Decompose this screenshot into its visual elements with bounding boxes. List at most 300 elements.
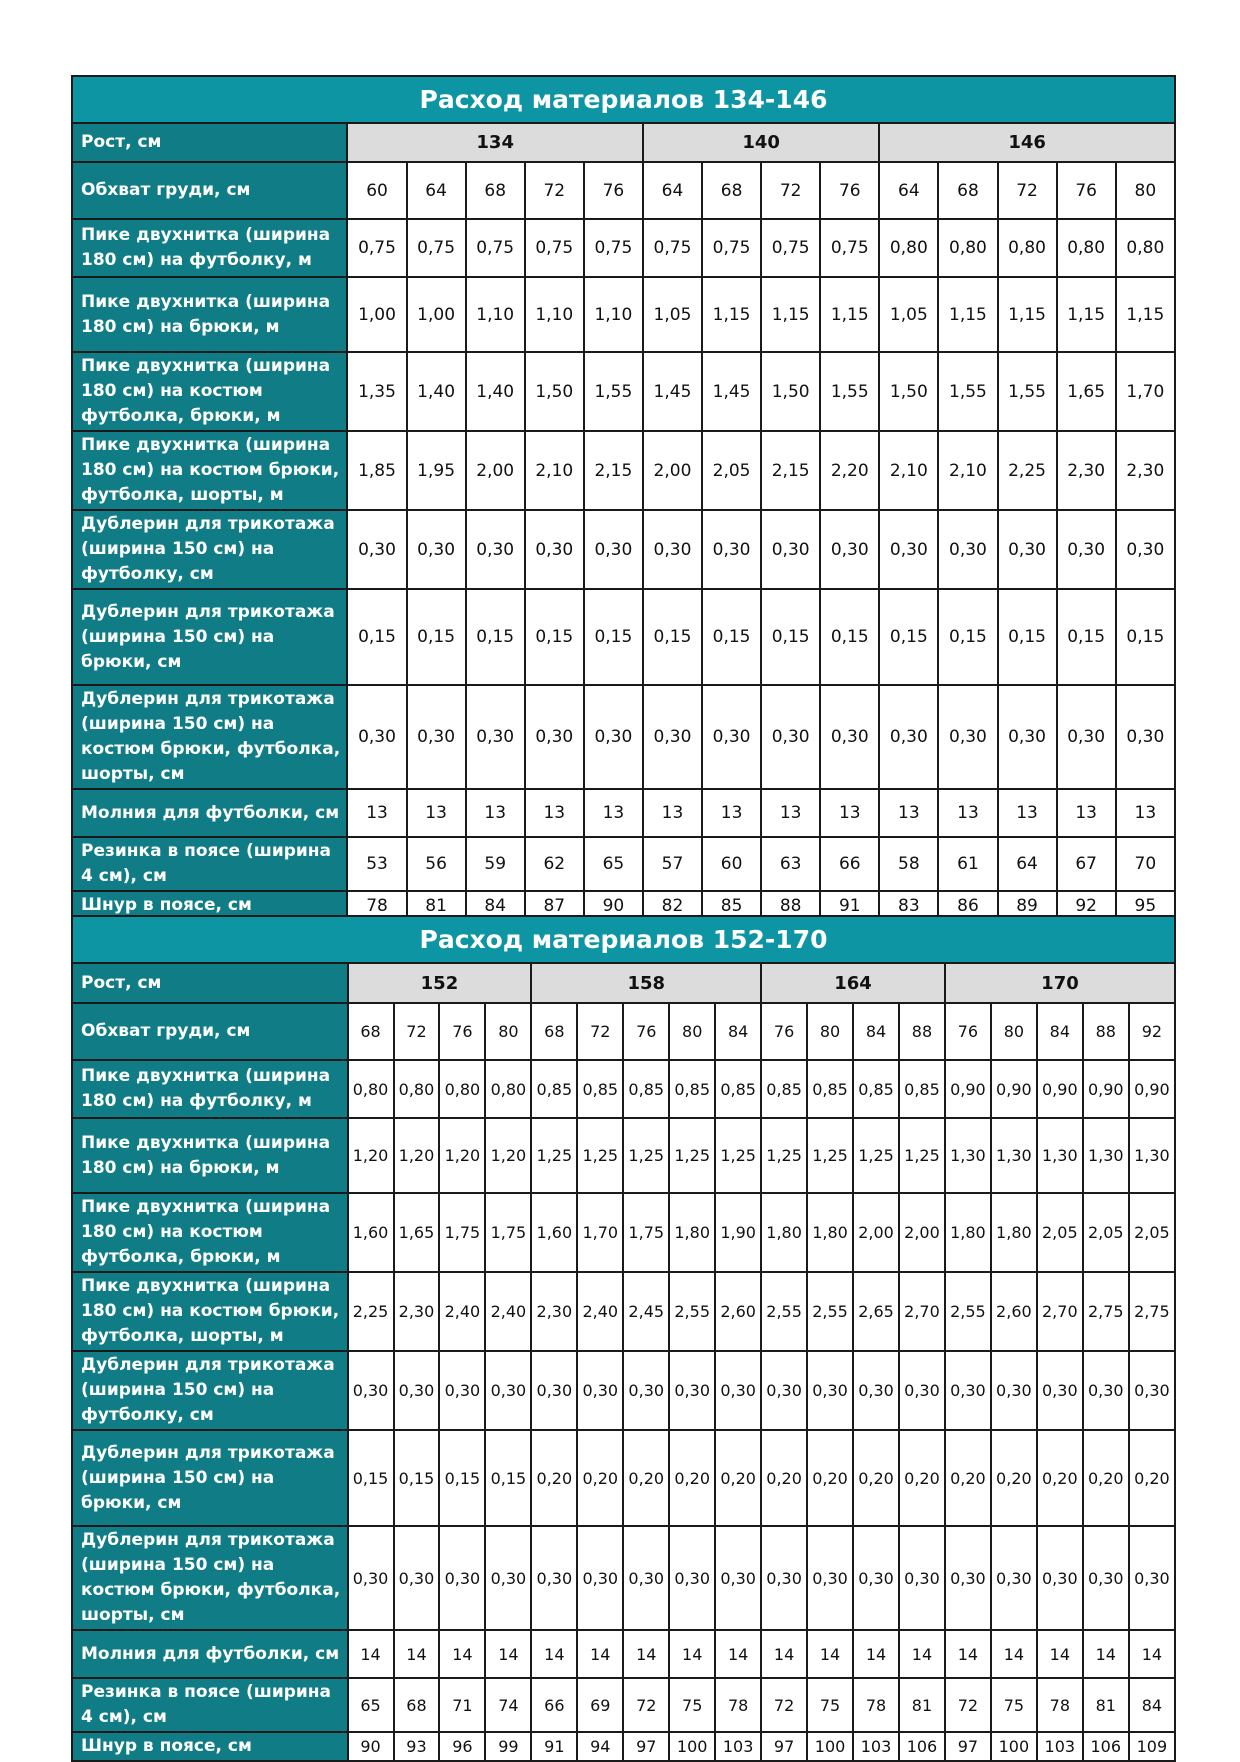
table-row xyxy=(72,1272,1175,1351)
value-cell: 2,25 xyxy=(348,1272,394,1351)
chest-cell: 68 xyxy=(466,162,525,219)
value-cell: 0,30 xyxy=(1083,1351,1129,1430)
value-cell: 1,25 xyxy=(577,1118,623,1193)
value-cell: 1,85 xyxy=(347,431,406,510)
value-cell: 0,30 xyxy=(485,1526,531,1630)
value-cell: 0,30 xyxy=(998,510,1057,589)
value-cell: 2,10 xyxy=(938,431,997,510)
value-cell: 0,90 xyxy=(991,1060,1037,1118)
value-cell: 14 xyxy=(577,1630,623,1678)
value-cell: 100 xyxy=(807,1732,853,1761)
value-cell: 0,90 xyxy=(1129,1060,1175,1118)
row-label: Шнур в поясе, см xyxy=(72,891,347,920)
value-cell: 100 xyxy=(669,1732,715,1761)
value-cell: 1,80 xyxy=(945,1193,991,1272)
value-cell: 1,30 xyxy=(1083,1118,1129,1193)
chest-cell: 88 xyxy=(899,1003,945,1060)
value-cell: 0,80 xyxy=(879,219,938,277)
value-cell: 2,40 xyxy=(485,1272,531,1351)
value-cell: 81 xyxy=(1083,1678,1129,1732)
value-cell: 0,15 xyxy=(761,589,820,685)
value-cell: 74 xyxy=(485,1678,531,1732)
value-cell: 1,05 xyxy=(879,277,938,352)
value-cell: 2,30 xyxy=(531,1272,577,1351)
value-cell: 0,85 xyxy=(577,1060,623,1118)
value-cell: 0,15 xyxy=(485,1430,531,1526)
height-group: 164 xyxy=(761,963,945,1003)
value-cell: 97 xyxy=(761,1732,807,1761)
value-cell: 13 xyxy=(938,789,997,837)
value-cell: 1,35 xyxy=(347,352,406,431)
value-cell: 13 xyxy=(525,789,584,837)
chest-cell: 60 xyxy=(347,162,406,219)
value-cell: 0,30 xyxy=(820,685,879,789)
value-cell: 2,05 xyxy=(1129,1193,1175,1272)
value-cell: 1,55 xyxy=(938,352,997,431)
value-cell: 1,55 xyxy=(998,352,1057,431)
value-cell: 0,30 xyxy=(853,1526,899,1630)
value-cell: 1,70 xyxy=(577,1193,623,1272)
value-cell: 2,05 xyxy=(702,431,761,510)
value-cell: 2,20 xyxy=(820,431,879,510)
row-label: Дублерин для трикотажа (ширина 150 см) на костюм брюки, футболка, шорты, см xyxy=(72,1526,348,1630)
value-cell: 1,50 xyxy=(761,352,820,431)
table-row xyxy=(72,789,1175,837)
value-cell: 2,00 xyxy=(466,431,525,510)
value-cell: 0,30 xyxy=(1116,685,1175,789)
value-cell: 89 xyxy=(998,891,1057,920)
value-cell: 13 xyxy=(820,789,879,837)
value-cell: 103 xyxy=(1037,1732,1083,1761)
table-title: Расход материалов 134-146 xyxy=(72,76,1175,123)
value-cell: 0,30 xyxy=(439,1526,485,1630)
value-cell: 65 xyxy=(348,1678,394,1732)
value-cell: 1,25 xyxy=(899,1118,945,1193)
value-cell: 0,85 xyxy=(715,1060,761,1118)
value-cell: 1,80 xyxy=(991,1193,1037,1272)
value-cell: 1,25 xyxy=(623,1118,669,1193)
chest-cell: 84 xyxy=(853,1003,899,1060)
value-cell: 0,30 xyxy=(643,510,702,589)
height-group: 134 xyxy=(347,123,642,162)
value-cell: 0,80 xyxy=(485,1060,531,1118)
value-cell: 1,75 xyxy=(623,1193,669,1272)
row-label: Дублерин для трикотажа (ширина 150 см) на футболку, см xyxy=(72,1351,348,1430)
value-cell: 1,10 xyxy=(584,277,643,352)
value-cell: 0,30 xyxy=(623,1526,669,1630)
value-cell: 0,85 xyxy=(807,1060,853,1118)
row-label: Рост, см xyxy=(72,123,347,162)
chest-cell: 80 xyxy=(807,1003,853,1060)
value-cell: 0,80 xyxy=(938,219,997,277)
value-cell: 0,75 xyxy=(407,219,466,277)
value-cell: 2,70 xyxy=(899,1272,945,1351)
value-cell: 0,30 xyxy=(531,1526,577,1630)
value-cell: 0,30 xyxy=(407,685,466,789)
value-cell: 1,25 xyxy=(669,1118,715,1193)
value-cell: 86 xyxy=(938,891,997,920)
row-label: Молния для футболки, см xyxy=(72,789,347,837)
value-cell: 14 xyxy=(899,1630,945,1678)
chest-cell: 80 xyxy=(669,1003,715,1060)
value-cell: 87 xyxy=(525,891,584,920)
row-label: Пике двухнитка (ширина 180 см) на костюм брюки, футболка, шорты, м xyxy=(72,1272,348,1351)
value-cell: 14 xyxy=(1129,1630,1175,1678)
value-cell: 0,30 xyxy=(466,510,525,589)
value-cell: 0,20 xyxy=(715,1430,761,1526)
value-cell: 0,15 xyxy=(407,589,466,685)
value-cell: 0,15 xyxy=(879,589,938,685)
value-cell: 0,30 xyxy=(820,510,879,589)
value-cell: 84 xyxy=(466,891,525,920)
value-cell: 0,80 xyxy=(1116,219,1175,277)
value-cell: 0,30 xyxy=(938,685,997,789)
value-cell: 1,15 xyxy=(761,277,820,352)
value-cell: 1,50 xyxy=(879,352,938,431)
value-cell: 1,65 xyxy=(1057,352,1116,431)
value-cell: 0,75 xyxy=(525,219,584,277)
value-cell: 13 xyxy=(347,789,406,837)
table-row xyxy=(72,1118,1175,1193)
table-row xyxy=(72,1060,1175,1118)
value-cell: 90 xyxy=(348,1732,394,1761)
row-label: Шнур в поясе, см xyxy=(72,1732,348,1761)
value-cell: 61 xyxy=(938,837,997,891)
chest-cell: 76 xyxy=(761,1003,807,1060)
row-label: Молния для футболки, см xyxy=(72,1630,348,1678)
value-cell: 94 xyxy=(577,1732,623,1761)
height-row xyxy=(72,963,1175,1003)
value-cell: 0,85 xyxy=(853,1060,899,1118)
value-cell: 0,30 xyxy=(879,685,938,789)
value-cell: 2,15 xyxy=(761,431,820,510)
value-cell: 0,80 xyxy=(998,219,1057,277)
value-cell: 1,20 xyxy=(439,1118,485,1193)
value-cell: 1,60 xyxy=(348,1193,394,1272)
value-cell: 0,20 xyxy=(1083,1430,1129,1526)
value-cell: 14 xyxy=(623,1630,669,1678)
value-cell: 103 xyxy=(715,1732,761,1761)
height-group: 158 xyxy=(531,963,761,1003)
value-cell: 0,30 xyxy=(669,1526,715,1630)
value-cell: 13 xyxy=(761,789,820,837)
value-cell: 0,30 xyxy=(1037,1526,1083,1630)
value-cell: 2,55 xyxy=(669,1272,715,1351)
value-cell: 0,30 xyxy=(761,1526,807,1630)
value-cell: 1,65 xyxy=(394,1193,440,1272)
value-cell: 1,75 xyxy=(439,1193,485,1272)
value-cell: 13 xyxy=(407,789,466,837)
table-row xyxy=(72,1351,1175,1430)
value-cell: 0,15 xyxy=(394,1430,440,1526)
value-cell: 71 xyxy=(439,1678,485,1732)
value-cell: 1,10 xyxy=(525,277,584,352)
value-cell: 0,85 xyxy=(899,1060,945,1118)
value-cell: 0,30 xyxy=(525,685,584,789)
value-cell: 69 xyxy=(577,1678,623,1732)
value-cell: 0,30 xyxy=(531,1351,577,1430)
value-cell: 14 xyxy=(761,1630,807,1678)
value-cell: 81 xyxy=(899,1678,945,1732)
value-cell: 0,80 xyxy=(1057,219,1116,277)
value-cell: 1,15 xyxy=(1057,277,1116,352)
value-cell: 0,30 xyxy=(1129,1351,1175,1430)
value-cell: 1,15 xyxy=(1116,277,1175,352)
value-cell: 91 xyxy=(820,891,879,920)
value-cell: 0,80 xyxy=(439,1060,485,1118)
chest-cell: 76 xyxy=(820,162,879,219)
value-cell: 0,30 xyxy=(584,510,643,589)
table-row xyxy=(72,510,1175,589)
value-cell: 0,20 xyxy=(1037,1430,1083,1526)
value-cell: 78 xyxy=(347,891,406,920)
value-cell: 14 xyxy=(1037,1630,1083,1678)
value-cell: 0,15 xyxy=(348,1430,394,1526)
height-group: 170 xyxy=(945,963,1175,1003)
value-cell: 2,70 xyxy=(1037,1272,1083,1351)
row-label: Пике двухнитка (ширина 180 см) на брюки, м xyxy=(72,1118,348,1193)
height-group: 146 xyxy=(879,123,1175,162)
value-cell: 109 xyxy=(1129,1732,1175,1761)
value-cell: 58 xyxy=(879,837,938,891)
value-cell: 2,55 xyxy=(945,1272,991,1351)
value-cell: 1,30 xyxy=(991,1118,1037,1193)
value-cell: 0,30 xyxy=(991,1526,1037,1630)
chest-cell: 64 xyxy=(879,162,938,219)
table-row xyxy=(72,219,1175,277)
row-label: Обхват груди, см xyxy=(72,1003,348,1060)
value-cell: 0,30 xyxy=(348,1526,394,1630)
row-label: Пике двухнитка (ширина 180 см) на брюки, м xyxy=(72,277,347,352)
value-cell: 0,30 xyxy=(1037,1351,1083,1430)
row-label: Дублерин для трикотажа (ширина 150 см) на брюки, см xyxy=(72,589,347,685)
row-label: Пике двухнитка (ширина 180 см) на костюм футболка, брюки, м xyxy=(72,352,347,431)
value-cell: 1,25 xyxy=(853,1118,899,1193)
chest-cell: 80 xyxy=(485,1003,531,1060)
value-cell: 103 xyxy=(853,1732,899,1761)
value-cell: 0,15 xyxy=(439,1430,485,1526)
value-cell: 14 xyxy=(531,1630,577,1678)
value-cell: 72 xyxy=(945,1678,991,1732)
value-cell: 0,75 xyxy=(347,219,406,277)
value-cell: 0,30 xyxy=(669,1351,715,1430)
value-cell: 0,30 xyxy=(991,1351,1037,1430)
value-cell: 0,20 xyxy=(623,1430,669,1526)
value-cell: 1,50 xyxy=(525,352,584,431)
value-cell: 0,30 xyxy=(702,685,761,789)
value-cell: 0,15 xyxy=(1057,589,1116,685)
value-cell: 0,20 xyxy=(899,1430,945,1526)
value-cell: 0,30 xyxy=(853,1351,899,1430)
value-cell: 1,45 xyxy=(643,352,702,431)
value-cell: 1,75 xyxy=(485,1193,531,1272)
value-cell: 14 xyxy=(807,1630,853,1678)
chest-cell: 92 xyxy=(1129,1003,1175,1060)
value-cell: 1,00 xyxy=(407,277,466,352)
value-cell: 0,30 xyxy=(347,510,406,589)
row-label: Дублерин для трикотажа (ширина 150 см) на костюм брюки, футболка, шорты, см xyxy=(72,685,347,789)
value-cell: 0,30 xyxy=(623,1351,669,1430)
value-cell: 0,30 xyxy=(347,685,406,789)
chest-cell: 80 xyxy=(991,1003,1037,1060)
value-cell: 13 xyxy=(643,789,702,837)
chest-cell: 68 xyxy=(531,1003,577,1060)
value-cell: 0,20 xyxy=(531,1430,577,1526)
table-row xyxy=(72,1732,1175,1761)
value-cell: 1,25 xyxy=(807,1118,853,1193)
chest-cell: 76 xyxy=(1057,162,1116,219)
height-group: 152 xyxy=(348,963,532,1003)
value-cell: 1,25 xyxy=(531,1118,577,1193)
value-cell: 1,15 xyxy=(702,277,761,352)
value-cell: 0,30 xyxy=(715,1351,761,1430)
value-cell: 75 xyxy=(991,1678,1037,1732)
value-cell: 60 xyxy=(702,837,761,891)
value-cell: 68 xyxy=(394,1678,440,1732)
value-cell: 0,20 xyxy=(945,1430,991,1526)
value-cell: 1,60 xyxy=(531,1193,577,1272)
value-cell: 0,30 xyxy=(938,510,997,589)
value-cell: 1,15 xyxy=(820,277,879,352)
value-cell: 0,30 xyxy=(899,1351,945,1430)
value-cell: 13 xyxy=(1116,789,1175,837)
value-cell: 1,15 xyxy=(998,277,1057,352)
row-label: Обхват груди, см xyxy=(72,162,347,219)
value-cell: 91 xyxy=(531,1732,577,1761)
value-cell: 0,30 xyxy=(466,685,525,789)
value-cell: 1,30 xyxy=(945,1118,991,1193)
value-cell: 2,30 xyxy=(1057,431,1116,510)
value-cell: 0,90 xyxy=(945,1060,991,1118)
table-row xyxy=(72,1630,1175,1678)
value-cell: 0,75 xyxy=(702,219,761,277)
value-cell: 0,15 xyxy=(584,589,643,685)
row-label: Пике двухнитка (ширина 180 см) на футболку, м xyxy=(72,1060,348,1118)
chest-cell: 64 xyxy=(407,162,466,219)
value-cell: 0,80 xyxy=(394,1060,440,1118)
row-label: Пике двухнитка (ширина 180 см) на костюм футболка, брюки, м xyxy=(72,1193,348,1272)
value-cell: 1,25 xyxy=(715,1118,761,1193)
value-cell: 59 xyxy=(466,837,525,891)
value-cell: 0,30 xyxy=(1116,510,1175,589)
value-cell: 2,40 xyxy=(577,1272,623,1351)
value-cell: 2,60 xyxy=(715,1272,761,1351)
chest-cell: 68 xyxy=(348,1003,394,1060)
value-cell: 2,00 xyxy=(899,1193,945,1272)
value-cell: 1,00 xyxy=(347,277,406,352)
value-cell: 0,20 xyxy=(853,1430,899,1526)
value-cell: 0,80 xyxy=(348,1060,394,1118)
value-cell: 0,20 xyxy=(807,1430,853,1526)
table-row xyxy=(72,589,1175,685)
value-cell: 97 xyxy=(623,1732,669,1761)
value-cell: 0,30 xyxy=(761,1351,807,1430)
chest-cell: 68 xyxy=(702,162,761,219)
value-cell: 0,15 xyxy=(1116,589,1175,685)
value-cell: 13 xyxy=(998,789,1057,837)
value-cell: 90 xyxy=(584,891,643,920)
chest-cell: 84 xyxy=(715,1003,761,1060)
row-label: Дублерин для трикотажа (ширина 150 см) на футболку, см xyxy=(72,510,347,589)
value-cell: 2,25 xyxy=(998,431,1057,510)
value-cell: 92 xyxy=(1057,891,1116,920)
table-title: Расход материалов 152-170 xyxy=(72,916,1175,963)
value-cell: 0,20 xyxy=(577,1430,623,1526)
value-cell: 78 xyxy=(1037,1678,1083,1732)
table-title-row xyxy=(72,76,1175,123)
chest-cell: 72 xyxy=(394,1003,440,1060)
value-cell: 1,10 xyxy=(466,277,525,352)
chest-cell: 72 xyxy=(761,162,820,219)
height-row xyxy=(72,123,1175,162)
row-label: Резинка в поясе (ширина 4 см), см xyxy=(72,837,347,891)
value-cell: 2,75 xyxy=(1129,1272,1175,1351)
value-cell: 1,40 xyxy=(466,352,525,431)
value-cell: 0,75 xyxy=(643,219,702,277)
value-cell: 53 xyxy=(347,837,406,891)
value-cell: 0,30 xyxy=(394,1351,440,1430)
value-cell: 0,75 xyxy=(466,219,525,277)
value-cell: 2,55 xyxy=(761,1272,807,1351)
value-cell: 72 xyxy=(761,1678,807,1732)
height-group: 140 xyxy=(643,123,879,162)
value-cell: 0,30 xyxy=(945,1526,991,1630)
value-cell: 1,05 xyxy=(643,277,702,352)
value-cell: 0,90 xyxy=(1037,1060,1083,1118)
value-cell: 2,65 xyxy=(853,1272,899,1351)
value-cell: 0,20 xyxy=(761,1430,807,1526)
value-cell: 0,30 xyxy=(807,1526,853,1630)
value-cell: 1,40 xyxy=(407,352,466,431)
value-cell: 0,30 xyxy=(899,1526,945,1630)
chest-cell: 80 xyxy=(1116,162,1175,219)
value-cell: 0,15 xyxy=(938,589,997,685)
value-cell: 0,15 xyxy=(998,589,1057,685)
materials-table-134-146 xyxy=(71,75,1176,921)
value-cell: 1,30 xyxy=(1129,1118,1175,1193)
value-cell: 0,30 xyxy=(525,510,584,589)
value-cell: 2,10 xyxy=(879,431,938,510)
value-cell: 2,10 xyxy=(525,431,584,510)
value-cell: 88 xyxy=(761,891,820,920)
value-cell: 1,25 xyxy=(761,1118,807,1193)
value-cell: 2,55 xyxy=(807,1272,853,1351)
value-cell: 0,75 xyxy=(761,219,820,277)
value-cell: 0,30 xyxy=(715,1526,761,1630)
chest-cell: 76 xyxy=(439,1003,485,1060)
value-cell: 1,90 xyxy=(715,1193,761,1272)
value-cell: 14 xyxy=(945,1630,991,1678)
value-cell: 0,30 xyxy=(945,1351,991,1430)
value-cell: 0,75 xyxy=(820,219,879,277)
value-cell: 85 xyxy=(702,891,761,920)
value-cell: 1,20 xyxy=(485,1118,531,1193)
value-cell: 0,30 xyxy=(394,1526,440,1630)
value-cell: 0,30 xyxy=(584,685,643,789)
value-cell: 0,85 xyxy=(531,1060,577,1118)
value-cell: 83 xyxy=(879,891,938,920)
materials-table-152-170 xyxy=(71,915,1176,1762)
value-cell: 2,15 xyxy=(584,431,643,510)
value-cell: 0,15 xyxy=(347,589,406,685)
value-cell: 0,20 xyxy=(669,1430,715,1526)
value-cell: 0,30 xyxy=(702,510,761,589)
value-cell: 1,80 xyxy=(761,1193,807,1272)
value-cell: 0,30 xyxy=(485,1351,531,1430)
value-cell: 14 xyxy=(853,1630,899,1678)
value-cell: 0,20 xyxy=(991,1430,1037,1526)
value-cell: 14 xyxy=(715,1630,761,1678)
